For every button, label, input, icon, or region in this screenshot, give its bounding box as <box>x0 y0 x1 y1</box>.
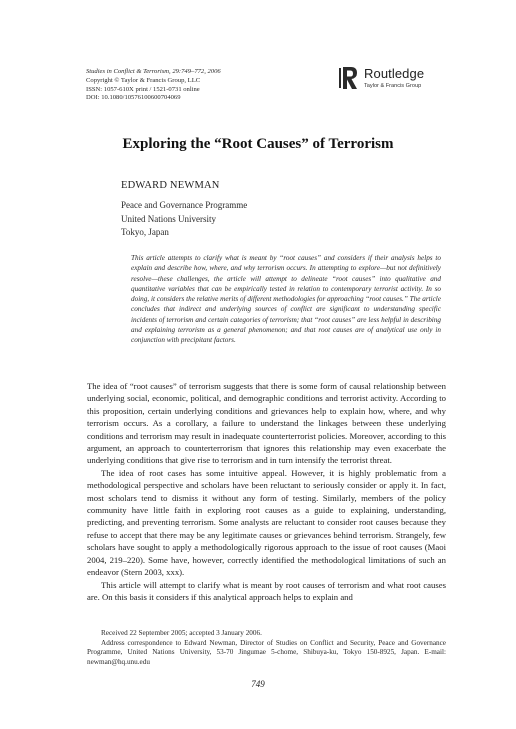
routledge-logo-icon <box>338 64 360 92</box>
doi-line: DOI: 10.1080/10576100600704069 <box>86 94 181 102</box>
abstract: This article attempts to clarify what is meant by “root causes” and considers if their analysis helps to explain and describe how, where, and why terrorism occurs. In attempting to explore—but not definitively resolve—these challenges, the article will attempt to delineate “root causes” into qualitative and quantitative variables that can be empirically tested in relation to contemporary terrorist activity. In so doing, it considers the relative merits of different methodologies for approaching “root causes.” The article concludes that indirect and underlying sources of conflict are significant to understanding specific incidents of terrorism and certain categories of terrorism; that “root causes” are less helpful in describing and explaining terrorism as a general phenomenon; and that root causes are of analytical use only in conjunction with precipitant factors. <box>131 254 441 345</box>
body-text <box>87 380 446 603</box>
copyright-line: Copyright © Taylor & Francis Group, LLC <box>86 76 201 84</box>
citation-block <box>86 68 326 103</box>
body-paragraph: The idea of “root causes” of terrorism suggests that there is some form of causal relationship between underlying social, economic, political, and demographic conditions and terrorist activity. According to this proposition, certain underlying conditions and grievances help to explain how, where, and why terrorism occurs. As a corollary, a failure to understand the linkages between these underlying conditions and terrorism may result in inadequate counterterrorist policies. Moreover, according to this argument, an approach to counterterrorism that ignores this relationship may even exacerbate the underlying conditions that give rise to terrorism and in turn intensify the terrorist threat. <box>87 381 446 466</box>
body-paragraph: The idea of root cases has some intuitive appeal. However, it is highly problematic from a methodological perspective and scholars have been reluctant to seriously consider or apply it. In fact, most scholars tend to dismiss it without any form of testing. Similarly, members of the policy community have little faith in exploring root causes as a guide to explaining, understanding, predicting, and preventing terrorism. Some analysts are reluctant to consider root causes because they refuse to accept that there may be any legitimate causes or grievances behind terrorism. Strangely, few scholars have sought to apply a methodologically rigorous approach to the issue of root causes (Maoi 2004, 219–220). Some have, however, correctly identified the methodological limitations of such an endeavor (Stern 2003, xxx). <box>87 467 446 578</box>
affiliation-line: Peace and Governance Programme <box>121 200 248 210</box>
issn-line: ISSN: 1057-610X print / 1521-0731 online <box>86 85 200 93</box>
received-note: Received 22 September 2005; accepted 3 January 2006. <box>101 629 262 637</box>
publisher-name: Routledge <box>364 66 425 81</box>
page-number: 749 <box>251 679 265 689</box>
publisher-logo <box>338 62 448 96</box>
body-paragraph: This article will attempt to clarify what is meant by root causes of terrorism and what root causes are. On this basis it considers if this analytical approach helps to explain and <box>87 579 446 602</box>
publisher-subtitle: Taylor & Francis Group <box>364 83 422 89</box>
affiliation-line: United Nations University <box>121 213 216 224</box>
author-name: EDWARD NEWMAN <box>121 180 220 191</box>
affiliation-line: Tokyo, Japan <box>121 227 169 238</box>
author-affiliation <box>121 199 247 240</box>
footnote-block <box>87 629 446 667</box>
article-title: Exploring the “Root Causes” of Terrorism <box>122 136 394 152</box>
journal-citation: Studies in Conflict & Terrorism, 29:749–772, 2006 <box>86 68 221 75</box>
correspondence-note: Address correspondence to Edward Newman, Director of Studies on Conflict and Security, Peace and Governance Programme, United Nations University, 53-70 Jingumae 5-chome, Shibuya-ku, Tokyo 150-8925, Japan. E-mail: newman@hq.unu.edu <box>87 638 446 666</box>
